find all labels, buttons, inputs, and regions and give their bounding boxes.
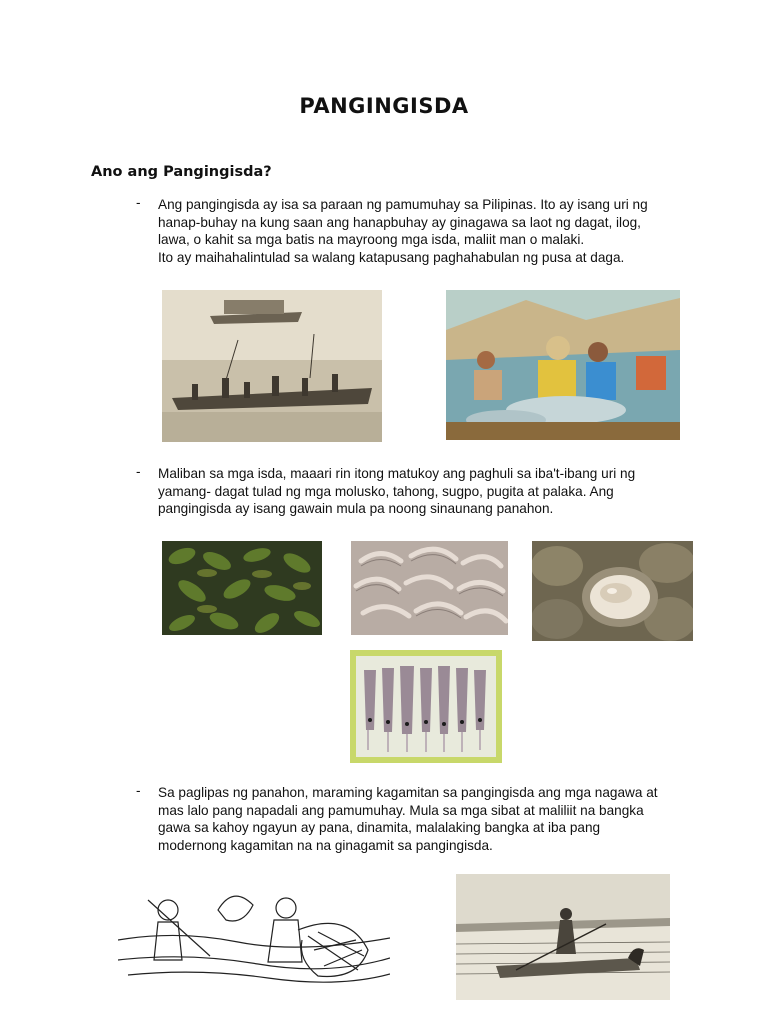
paragraph-line: mas lalo pang napadali ang pamumuhay. Mula sa mga sibat at maliliit na bangka <box>158 802 644 818</box>
paragraph-1 <box>136 196 696 266</box>
photo-squid <box>350 650 502 763</box>
paragraph-line: hanap-buhay na kung saan ang hanapbuhay ay ginagawa sa laot ng dagat, ilog, <box>158 214 641 230</box>
photo-oysters <box>532 541 693 641</box>
paragraph-line: Ito ay maihahalintulad sa walang katapusang paghahabulan ng pusa at daga. <box>158 249 625 265</box>
paragraph-line: Ang pangingisda ay isa sa paraan ng pamumuhay sa Pilipinas. Ito ay isang uri ng <box>158 197 648 212</box>
bullet-dash: - <box>136 783 141 798</box>
bullet-dash: - <box>136 464 141 479</box>
painting-fish-market <box>446 290 680 440</box>
page-title: PANGINGISDA <box>299 94 469 118</box>
bullet-dash: - <box>136 195 141 210</box>
paragraph-line: modernong kagamitan na na ginagamit sa pangingisda. <box>158 837 493 853</box>
paragraph-line: lawa, o kahit sa mga batis na mayroong mga isda, maliit man o malaki. <box>158 232 585 247</box>
engraving-raft-fishing <box>456 874 670 1000</box>
paragraph-line: Maliban sa mga isda, maaari rin itong matukoy ang paghuli sa iba't-ibang uri ng <box>158 466 636 481</box>
photo-shrimp <box>351 541 508 635</box>
photo-boat-fishermen <box>162 290 382 442</box>
paragraph-line: gawa sa kahoy ngayun ay pana, dinamita, malalaking bangka at iba pang <box>158 820 601 835</box>
paragraph-2 <box>136 465 696 518</box>
paragraph-3 <box>136 784 696 854</box>
paragraph-line: pangingisda ay isang gawain mula pa noong sinaunang panahon. <box>158 501 554 516</box>
paragraph-line: yamang- dagat tulad ng mga molusko, tahong, sugpo, pugita at palaka. Ang <box>158 483 614 499</box>
paragraph-line: Sa paglipas ng panahon, maraming kagamitan sa pangingisda ang mga nagawa at <box>158 785 658 800</box>
drawing-spear-and-net-fishing <box>118 880 390 990</box>
photo-mussels <box>162 541 322 635</box>
section-heading: Ano ang Pangingisda? <box>91 164 272 180</box>
